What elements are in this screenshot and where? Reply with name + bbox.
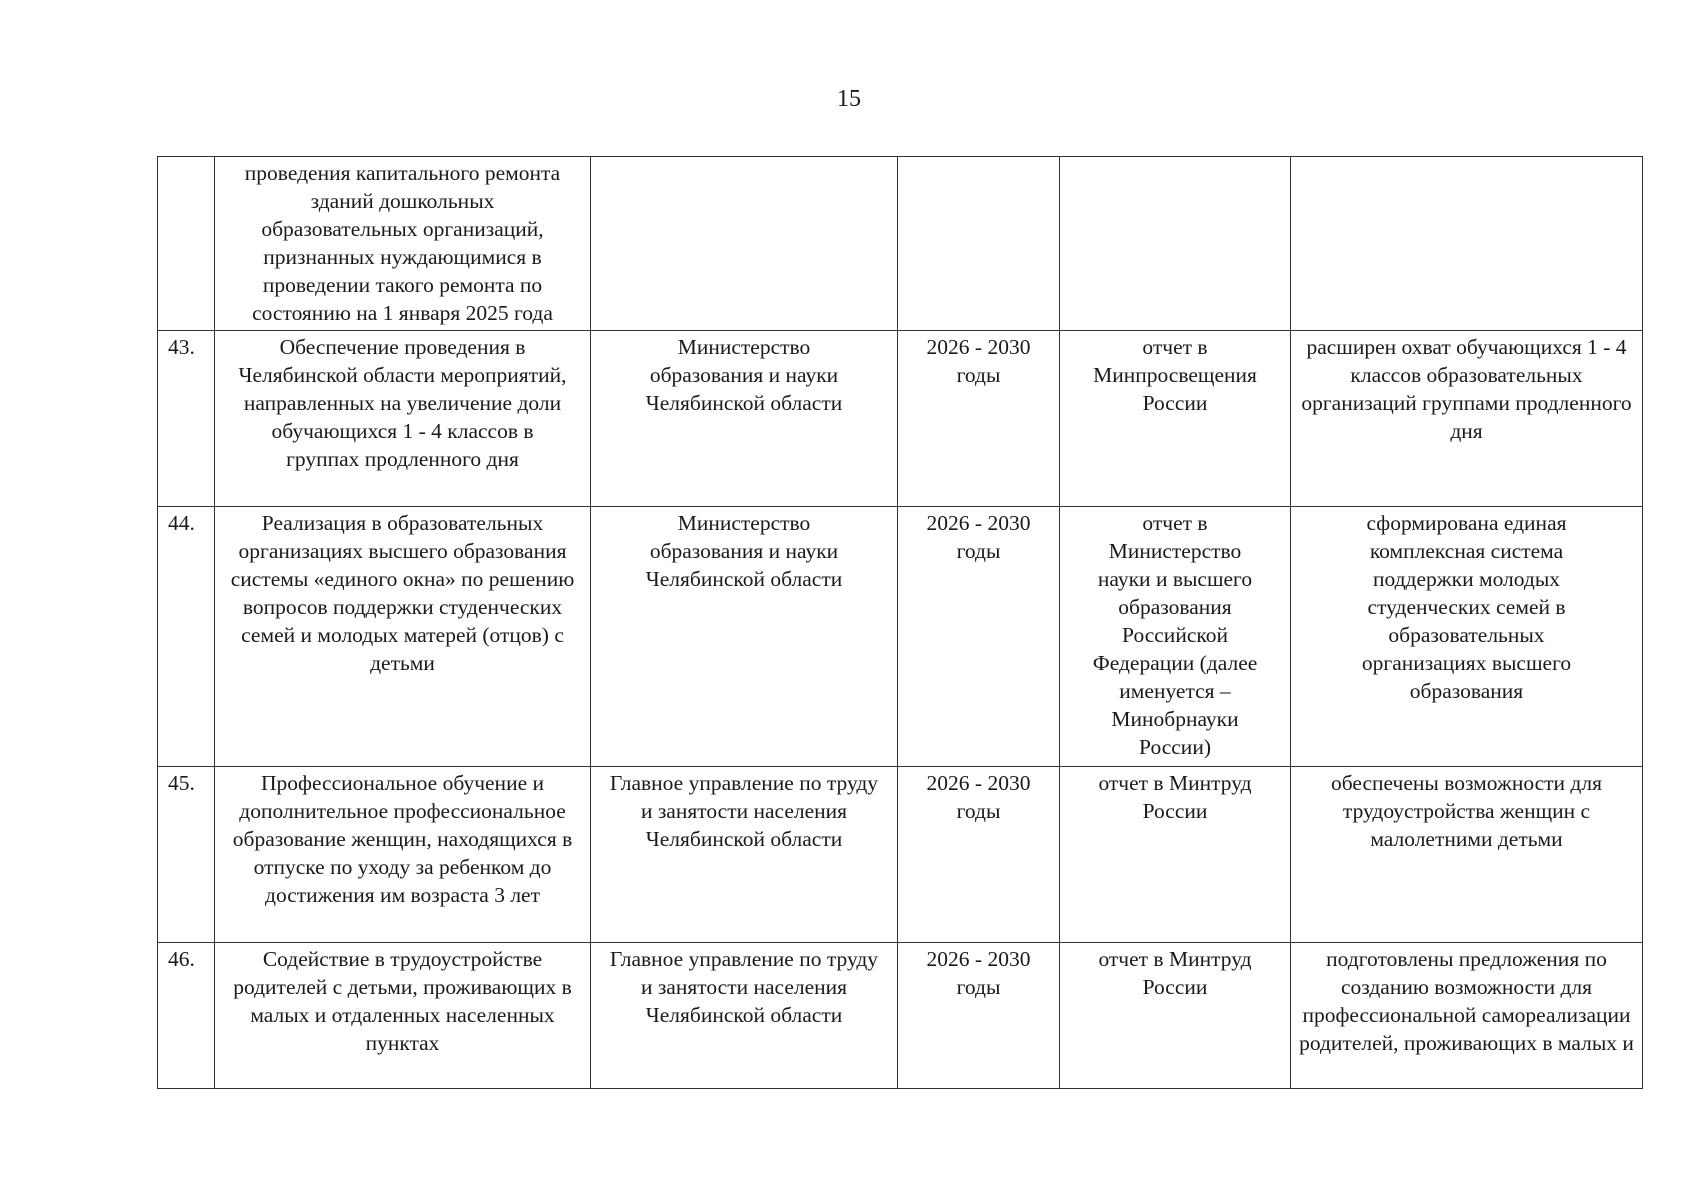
executor-cell [591,507,898,767]
period-text: 2026 - 2030 годы [926,947,1031,999]
report-text: отчет в Минтруд России [1098,771,1252,823]
period-text: 2026 - 2030 годы [926,771,1031,823]
measure-cell [215,943,591,1089]
report-cell [1060,507,1291,767]
result-cell [1291,507,1643,767]
result-cell [1291,157,1643,331]
period-cell [898,157,1060,331]
report-text: отчет в Минтруд России [1098,947,1252,999]
report-cell [1060,943,1291,1089]
measure-text: Обеспечение проведения в Челябинской области мероприятий, направленных на увеличение доли обучающихся 1 - 4 классов в группах продленного дня [238,335,567,471]
table-row [158,331,1643,507]
executor-text: Министерство образования и науки Челябинской области [645,335,843,415]
measures-table [157,156,1643,1089]
executor-cell [591,331,898,507]
result-cell [1291,767,1643,943]
measure-text: проведения капитального ремонта зданий дошкольных образовательных организаций, признанных нуждающимися в проведении такого ремонта по состоянию на 1 января 2025 года [244,161,561,325]
table-row [158,507,1643,767]
measure-cell [215,331,591,507]
row-number: 45. [158,767,215,943]
report-text: отчет в Минпросвещения России [1093,335,1257,415]
result-text: подготовлены предложения по созданию возможности для профессиональной самореализации родителей, проживающих в малых и [1299,947,1634,1055]
row-number: 43. [158,331,215,507]
result-text: расширен охват обучающихся 1 - 4 классов образовательных организаций группами продленного дня [1301,335,1632,443]
result-cell [1291,331,1643,507]
executor-cell [591,767,898,943]
row-number: 44. [158,507,215,767]
period-cell [898,331,1060,507]
measure-text: Профессиональное обучение и дополнительное профессиональное образование женщин, находящихся в отпуске по уходу за ребенком до достижения им возраста 3 лет [232,771,573,907]
row-number: 46. [158,943,215,1089]
report-text: отчет в Министерство науки и высшего образования Российской Федерации (далее именуется – Минобрнауки России) [1092,511,1258,759]
measure-cell [215,507,591,767]
row-number [158,157,215,331]
table-row [158,943,1643,1089]
executor-cell [591,157,898,331]
table-row [158,157,1643,331]
measure-cell [215,157,591,331]
period-text: 2026 - 2030 годы [926,335,1031,387]
result-text: обеспечены возможности для трудоустройства женщин с малолетними детьми [1330,771,1602,851]
period-cell [898,767,1060,943]
period-text: 2026 - 2030 годы [926,511,1031,563]
report-cell [1060,331,1291,507]
executor-text: Главное управление по труду и занятости населения Челябинской области [609,771,879,851]
period-cell [898,507,1060,767]
executor-text: Главное управление по труду и занятости населения Челябинской области [609,947,879,1027]
table-row [158,767,1643,943]
measure-text: Реализация в образовательных организациях высшего образования системы «единого окна» по решению вопросов поддержки студенческих семей и молодых матерей (отцов) с детьми [230,511,575,675]
executor-cell [591,943,898,1089]
measure-text: Содействие в трудоустройстве родителей с детьми, проживающих в малых и отдаленных населенных пунктах [233,947,572,1055]
period-cell [898,943,1060,1089]
report-cell [1060,767,1291,943]
executor-text: Министерство образования и науки Челябинской области [645,511,843,591]
page-number: 15 [837,86,861,112]
report-cell [1060,157,1291,331]
result-cell [1291,943,1643,1089]
measure-cell [215,767,591,943]
result-text: сформирована единая комплексная система поддержки молодых студенческих семей в образовательных организациях высшего образования [1361,511,1572,703]
